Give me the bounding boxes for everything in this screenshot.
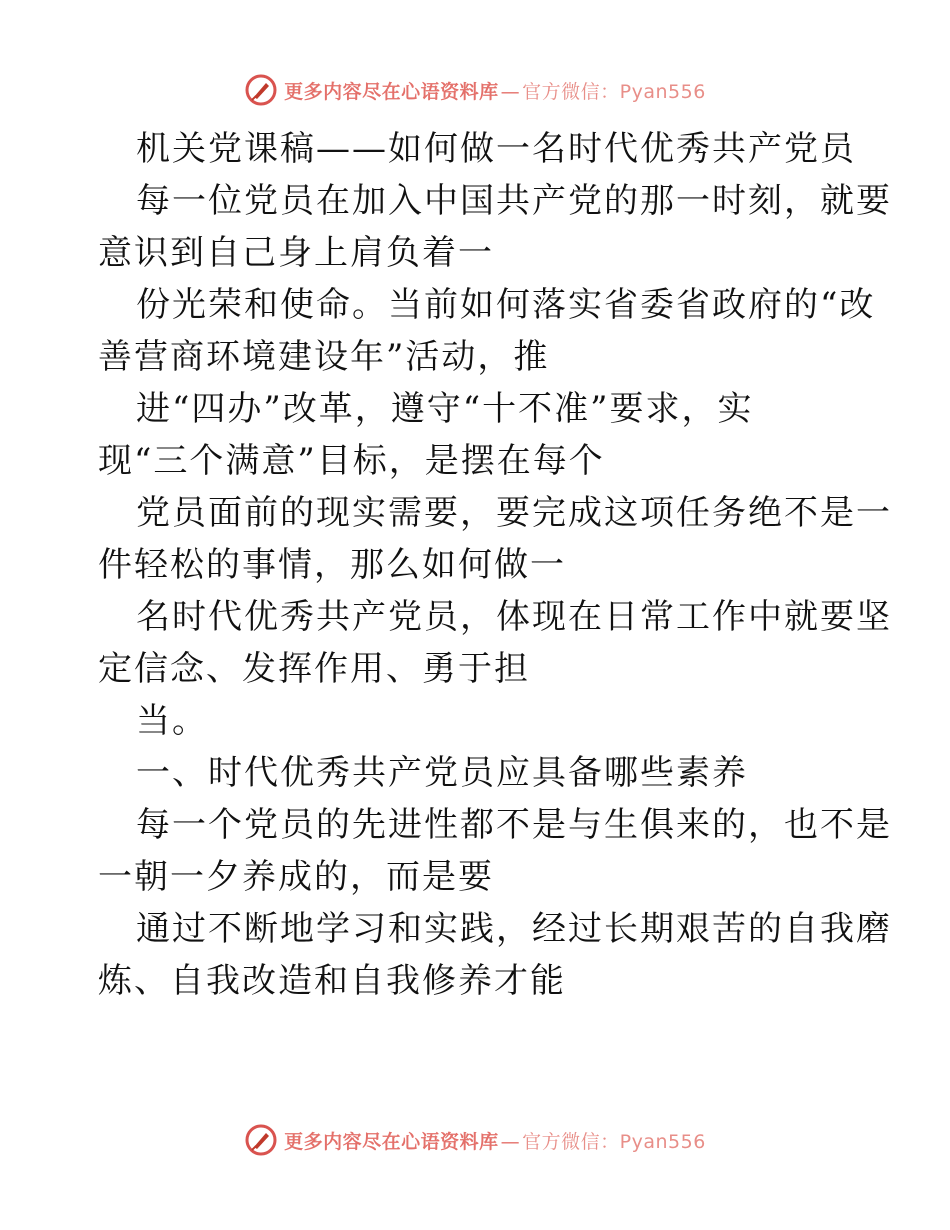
document-title: 机关党课稿——如何做一名时代优秀共产党员 <box>136 129 856 169</box>
quill-circle-logo-icon <box>244 73 278 107</box>
text-line: 炼、自我改造和自我修养才能 <box>98 961 566 1001</box>
text-line: 意识到自己身上肩负着一 <box>98 233 494 273</box>
text-line: 现“三个满意”目标，是摆在每个 <box>98 441 605 481</box>
watermark-separator: — <box>500 80 521 103</box>
text-line: 当。 <box>136 701 208 741</box>
text-line: 件轻松的事情，那么如何做一 <box>98 545 566 585</box>
text-line: 党员面前的现实需要，要完成这项任务绝不是一 <box>136 493 892 533</box>
quill-circle-logo-icon <box>244 1123 278 1157</box>
text-line: 一、时代优秀共产党员应具备哪些素养 <box>136 753 748 793</box>
watermark-wechat: 官方微信：Pyan556 <box>522 1130 706 1153</box>
text-line: 每一位党员在加入中国共产党的那一时刻，就要 <box>136 181 892 221</box>
text-line: 份光荣和使命。当前如何落实省委省政府的“改 <box>136 285 876 325</box>
watermark-brand: 更多内容尽在心语资料库 <box>284 80 499 103</box>
watermark-text <box>284 77 706 104</box>
document-body <box>98 123 892 1007</box>
text-line: 通过不断地学习和实践，经过长期艰苦的自我磨 <box>136 909 892 949</box>
text-line: 善营商环境建设年”活动，推 <box>98 337 550 377</box>
header-watermark <box>0 70 950 110</box>
text-line: 进“四办”改革，遵守“十不准”要求，实 <box>136 389 754 429</box>
text-line: 每一个党员的先进性都不是与生俱来的，也不是 <box>136 805 892 845</box>
watermark-separator: — <box>500 1130 521 1153</box>
footer-watermark <box>0 1120 950 1160</box>
text-line: 一朝一夕养成的，而是要 <box>98 857 494 897</box>
watermark-brand: 更多内容尽在心语资料库 <box>284 1130 499 1153</box>
watermark-wechat: 官方微信：Pyan556 <box>522 80 706 103</box>
watermark-text <box>284 1127 706 1154</box>
text-line: 名时代优秀共产党员，体现在日常工作中就要坚 <box>136 597 892 637</box>
text-line: 定信念、发挥作用、勇于担 <box>98 649 530 689</box>
